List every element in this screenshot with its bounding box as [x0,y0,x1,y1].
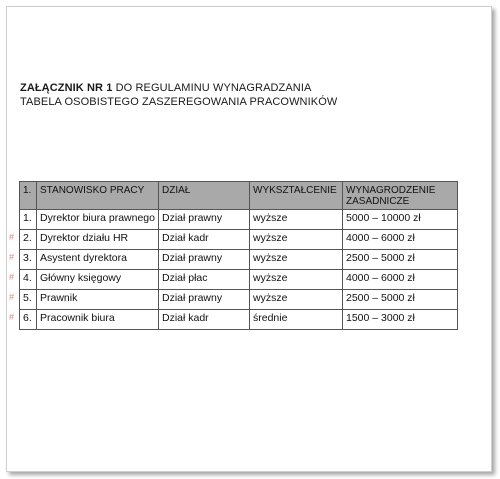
cell-education: wyższe [250,210,343,230]
header-education: WYKSZTAŁCENIE [250,182,343,210]
row-marker: # [9,252,15,262]
table-row [20,210,458,230]
heading-annex-number: ZAŁĄCZNIK NR 1 [20,82,113,94]
cell-position: Pracownik biura [37,310,159,330]
salary-table [9,181,458,330]
header-salary: WYNAGRODZENIE ZASADNICZE [343,182,458,210]
cell-position: Dyrektor biura prawnego [37,210,159,230]
row-number: 1. [23,212,32,224]
cell-department: Dział płac [159,270,250,290]
row-marker: # [9,232,15,242]
row-marker: # [9,272,15,282]
cell-education: wyższe [250,290,343,310]
cell-salary: 4000 – 6000 zł [343,270,458,290]
cell-department: Dział prawny [159,210,250,230]
heading-line-2: TABELA OSOBISTEGO ZASZEREGOWANIA PRACOWNIKÓW [20,95,338,108]
cell-education: wyższe [250,250,343,270]
document-page [6,6,492,472]
cell-position: Prawnik [37,290,159,310]
cell-education: średnie [250,310,343,330]
cell-number [9,230,37,250]
cell-salary: 5000 – 10000 zł [343,210,458,230]
cell-department: Dział kadr [159,230,250,250]
cell-salary: 1500 – 3000 zł [343,310,458,330]
cell-number [9,290,37,310]
table-header-row [20,182,458,210]
row-number: 4. [23,272,32,284]
cell-position: Główny księgowy [37,270,159,290]
cell-salary: 2500 – 5000 zł [343,250,458,270]
row-marker: # [9,292,15,302]
table-row [20,250,458,270]
cell-number [9,270,37,290]
table-row [20,270,458,290]
header-number: 1. [20,182,37,210]
row-number: 2. [23,232,32,244]
cell-number [9,310,37,330]
cell-salary: 2500 – 5000 zł [343,290,458,310]
table-row [20,310,458,330]
cell-position: Dyrektor działu HR [37,230,159,250]
header-position: STANOWISKO PRACY [37,182,159,210]
heading-annex-title: DO REGULAMINU WYNAGRADZANIA [112,82,312,94]
cell-department: Dział prawny [159,250,250,270]
heading-line-1 [20,82,337,96]
header-department: DZIAŁ [159,182,250,210]
cell-department: Dział kadr [159,310,250,330]
cell-education: wyższe [250,230,343,250]
cell-education: wyższe [250,270,343,290]
document-heading [20,82,337,109]
cell-department: Dział prawny [159,290,250,310]
row-number: 6. [23,312,32,324]
cell-salary: 4000 – 6000 zł [343,230,458,250]
cell-number [20,210,37,230]
table-row [20,230,458,250]
table-row [20,290,458,310]
row-number: 3. [23,252,32,264]
cell-position: Asystent dyrektora [37,250,159,270]
cell-number [9,250,37,270]
row-marker: # [9,312,15,322]
row-number: 5. [23,292,32,304]
